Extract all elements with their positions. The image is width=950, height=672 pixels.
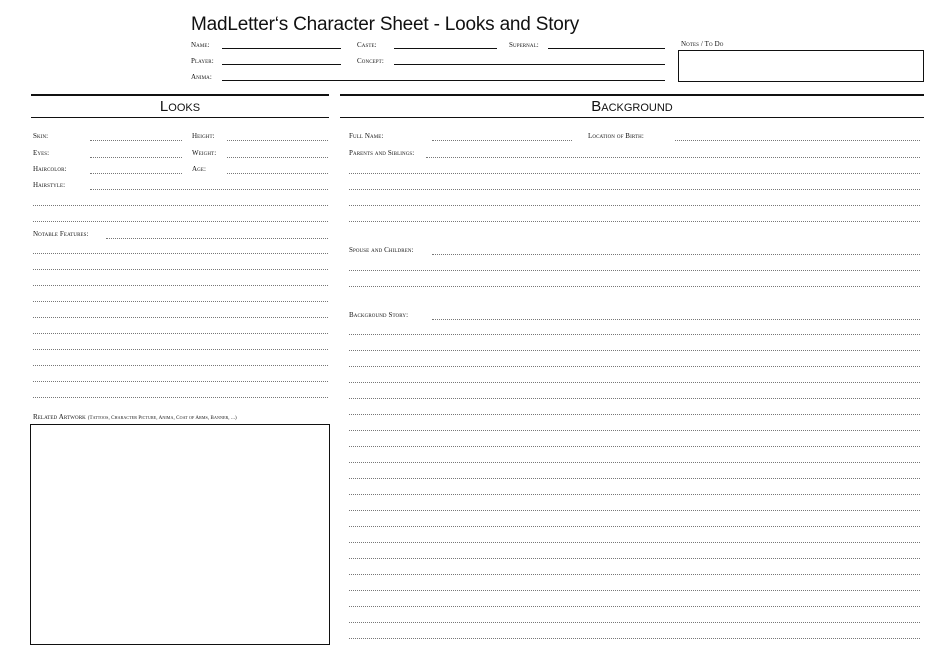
background-writing-line[interactable]	[349, 638, 920, 639]
background-writing-line[interactable]	[349, 542, 920, 543]
weight-label: Weight:	[192, 149, 217, 157]
background-writing-line[interactable]	[349, 446, 920, 447]
background-writing-line[interactable]	[349, 189, 920, 190]
eyes-label: Eyes:	[33, 149, 50, 157]
background-writing-line[interactable]	[349, 286, 920, 287]
name-label: Name:	[191, 41, 210, 49]
weight-field[interactable]	[227, 157, 328, 158]
related-artwork-label	[33, 413, 237, 421]
supernal-label: Supernal:	[509, 41, 539, 49]
parents-siblings-field[interactable]	[426, 157, 920, 158]
looks-bottom-rule	[31, 117, 329, 118]
caste-field[interactable]	[394, 48, 497, 49]
anima-label: Anima:	[191, 73, 212, 81]
hairstyle-field[interactable]	[90, 189, 328, 190]
background-writing-line[interactable]	[349, 350, 920, 351]
age-label: Age:	[192, 165, 207, 173]
spouse-children-field[interactable]	[432, 254, 920, 255]
hairstyle-line[interactable]	[33, 221, 328, 222]
parents-siblings-label: Parents and Siblings:	[349, 149, 415, 157]
background-writing-line[interactable]	[349, 382, 920, 383]
looks-heading: Looks	[159, 98, 201, 115]
looks-top-rule	[31, 94, 329, 96]
background-bottom-rule	[340, 117, 924, 118]
background-writing-line[interactable]	[349, 510, 920, 511]
hairstyle-label: Hairstyle:	[33, 181, 66, 189]
background-story-label: Background Story:	[349, 311, 409, 319]
background-story-field[interactable]	[432, 319, 920, 320]
background-writing-line[interactable]	[349, 430, 920, 431]
skin-field[interactable]	[90, 140, 182, 141]
background-top-rule	[340, 94, 924, 96]
concept-label: Concept:	[357, 57, 384, 65]
name-field[interactable]	[222, 48, 341, 49]
hairstyle-line[interactable]	[33, 205, 328, 206]
location-of-birth-label: Location of Birth:	[588, 132, 644, 140]
notable-features-line[interactable]	[33, 269, 328, 270]
background-writing-line[interactable]	[349, 494, 920, 495]
notable-features-line[interactable]	[33, 333, 328, 334]
notable-features-label: Notable Features:	[33, 230, 89, 238]
notes-box[interactable]	[678, 50, 924, 82]
concept-field[interactable]	[394, 64, 665, 65]
background-writing-line[interactable]	[349, 462, 920, 463]
spouse-children-label: Spouse and Children:	[349, 246, 414, 254]
player-label: Player:	[191, 57, 214, 65]
notable-features-line[interactable]	[33, 365, 328, 366]
background-writing-line[interactable]	[349, 590, 920, 591]
background-writing-line[interactable]	[349, 574, 920, 575]
full-name-field[interactable]	[432, 140, 572, 141]
background-writing-line[interactable]	[349, 526, 920, 527]
player-field[interactable]	[222, 64, 341, 65]
related-artwork-title: Related Artwork	[33, 413, 86, 421]
background-writing-line[interactable]	[349, 478, 920, 479]
notable-features-field[interactable]	[106, 238, 328, 239]
notable-features-line[interactable]	[33, 301, 328, 302]
location-of-birth-field[interactable]	[675, 140, 920, 141]
notable-features-line[interactable]	[33, 317, 328, 318]
background-heading: Background	[591, 98, 673, 115]
full-name-label: Full Name:	[349, 132, 384, 140]
background-writing-line[interactable]	[349, 173, 920, 174]
notes-label: Notes / To Do	[681, 40, 724, 48]
notable-features-line[interactable]	[33, 349, 328, 350]
page-title: MadLetter‘s Character Sheet - Looks and Story	[191, 14, 580, 35]
skin-label: Skin:	[33, 132, 49, 140]
haircolor-label: Haircolor:	[33, 165, 67, 173]
background-writing-line[interactable]	[349, 366, 920, 367]
notable-features-line[interactable]	[33, 285, 328, 286]
supernal-field[interactable]	[548, 48, 665, 49]
notable-features-line[interactable]	[33, 381, 328, 382]
anima-field[interactable]	[222, 80, 665, 81]
background-writing-line[interactable]	[349, 270, 920, 271]
background-writing-line[interactable]	[349, 334, 920, 335]
related-artwork-note: (Tattoos, Character Picture, Anima, Coat of Arms, Banner, ...)	[87, 416, 237, 421]
background-writing-line[interactable]	[349, 622, 920, 623]
background-writing-line[interactable]	[349, 558, 920, 559]
background-writing-line[interactable]	[349, 205, 920, 206]
background-writing-line[interactable]	[349, 398, 920, 399]
age-field[interactable]	[227, 173, 328, 174]
height-label: Height:	[192, 132, 215, 140]
background-writing-line[interactable]	[349, 606, 920, 607]
height-field[interactable]	[227, 140, 328, 141]
background-writing-line[interactable]	[349, 221, 920, 222]
caste-label: Caste:	[357, 41, 377, 49]
haircolor-field[interactable]	[90, 173, 182, 174]
notable-features-line[interactable]	[33, 397, 328, 398]
related-artwork-box[interactable]	[30, 424, 330, 645]
notable-features-line[interactable]	[33, 253, 328, 254]
eyes-field[interactable]	[90, 157, 182, 158]
background-writing-line[interactable]	[349, 414, 920, 415]
